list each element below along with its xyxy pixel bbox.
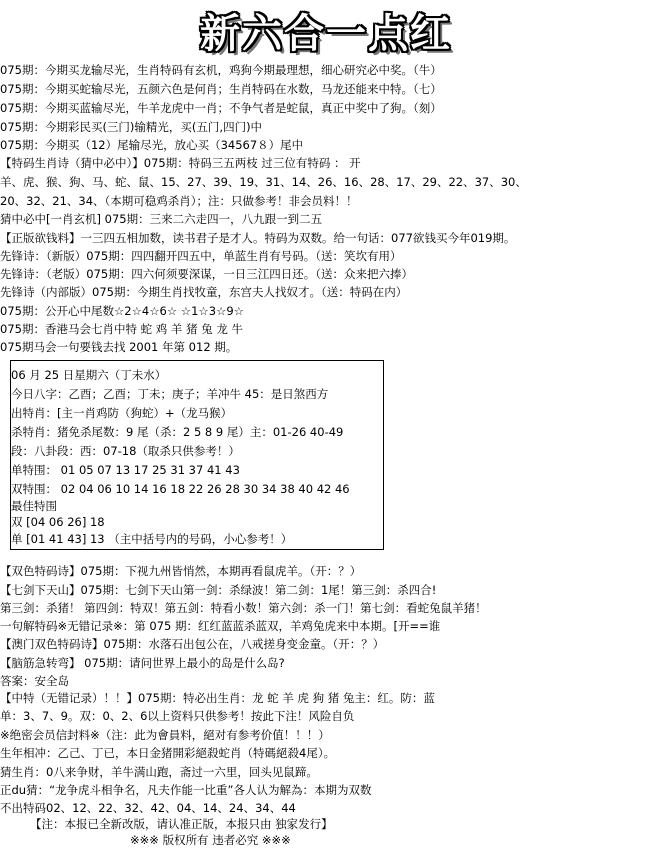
text-line: 第三剑：杀猪！ 第四剑：特双！第五剑：特看小数！第六剑：杀一门！第七剑：看蛇兔鼠羊猪！: [0, 601, 487, 615]
text-line: 羊、虎、猴、狗、马、蛇、鼠、15、27、39、19、31、14、26、16、28、17、29、22、37、30、: [0, 175, 527, 189]
text-line: 075期马会一句要钱去找 2001 年第 012 期。: [0, 340, 238, 354]
newspaper-title: [0, 2, 652, 57]
box-line: 双特围： 02 04 06 10 14 16 18 22 26 28 30 34 38 40 42 46: [11, 482, 350, 496]
text-line: 答案：安全岛: [0, 674, 69, 688]
text-line: ※绝密会员信封料※（注：此为會員料，絕对有参考价值！！！）: [0, 728, 330, 742]
title-text: 新六合一点红: [200, 10, 452, 57]
text-line: 075期：公开心中尾数☆2☆4☆6☆ ☆1☆3☆9☆: [0, 304, 244, 318]
text-line: 075期：今期买（12）尾输尽光，放心买（34567８）尾中: [0, 138, 304, 152]
text-line: 先锋诗：（老版）075期：四六何须要深谋，一日三江四日还。（送：众来把六捧）: [0, 267, 413, 281]
text-line: 正du猜：“龙争虎斗相争名，凡夫作能一比重”各人认为解為：本期为双数: [0, 783, 372, 797]
text-line: 猜生肖：0八来争财，羊牛满山跑，斋过一六里，回头见鼠蹄。: [0, 765, 318, 779]
text-line: 单：3、7、9。双：0、2、6以上资料只供参考！按此下注！风险自负: [0, 709, 355, 723]
text-line: 【正版欲钱料】一三四五相加数，读书君子是才人。特码为双数。给一句话：077欲钱买今年019期。: [0, 231, 516, 245]
box-line: 今日八字：乙酉；乙酉；丁未；庚子；羊冲牛 45：是日煞西方: [11, 387, 329, 401]
text-line: 先锋诗（内部版）075期：今期生肖找牧童，东宫夫人找奴才。（送：特码在内）: [0, 285, 408, 299]
text-line: 一句解特码※无错记录※：第 075 期：红红蓝蓝杀蓝双，羊鸡兔虎来中本期。[开==谁: [0, 619, 441, 633]
text-line: 【中特（无错记录）！！】075期：特必出生肖：龙 蛇 羊 虎 狗 猪 兔主：红。防：蓝: [0, 691, 435, 705]
box-line: 段：八卦段：西：07-18（取杀只供参考！）: [11, 444, 240, 458]
text-line: 20、32、21、34、（本期可稳鸡杀肖）；注：只做参考！非会员料！！: [0, 194, 358, 208]
daily-info-box: [10, 360, 384, 550]
box-line: 最佳特围: [11, 499, 57, 513]
text-line: 猜中必中[一肖玄机] 075期：三来二六走四一，八九跟一到二五: [0, 212, 323, 226]
box-line: 杀特肖：猪免杀尾数：9 尾（杀：2 5 8 9 尾）主：01-26 40-49: [11, 425, 344, 439]
box-line: 双 [04 06 26] 18: [11, 515, 105, 529]
text-line: 【双色特码诗】075期：下视九州皆悄然，本期再看鼠虎羊。（开：？）: [0, 564, 362, 578]
text-line: 【脑筋急转弯】 075期：请问世界上最小的岛是什么岛?: [0, 656, 285, 670]
footer-note: 【注：本报已全新改版，请认准正版，本报只由 独家发行】: [30, 817, 333, 831]
text-line: 075期：今期买蛇输尽光，五颜六色是何肖；生肖特码在水数，马龙还能来中特。（七）: [0, 82, 442, 96]
text-line: 075期：今期买蓝输尽光，牛羊龙虎中一肖；不争气者是蛇鼠，真正中奖中了狗。（刻）: [0, 101, 442, 115]
text-line: 075期：香港马会七肖中特 蛇 鸡 羊 猪 兔 龙 牛: [0, 322, 244, 336]
text-line: 先锋诗：（新版）075期：四四翻开四五中，单蓝生肖有号码。（送：笑坎有用）: [0, 249, 402, 263]
text-line: 【特码生肖诗（猜中必中）】075期：特码三五两枝 过三位有特码 ： 开: [0, 156, 361, 170]
text-line: 【七剑下天山】075期：七剑下天山第一剑：杀绿波！第二剑：1尾！第三剑：杀四合!: [0, 583, 437, 597]
text-line: 生年相冲：乙己、丁已，本日金猪開彩絕殺蛇肖（特碼絕殺4尾）。: [0, 746, 336, 760]
box-line: 出特肖：[主一肖鸡防（狗蛇）+（龙马猴）: [11, 406, 233, 420]
footer-copyright: ※※※ 版权所有 违者必究 ※※※: [130, 833, 291, 847]
box-line: 06 月 25 日星期六（丁未水）: [11, 368, 167, 382]
box-line: 单 [01 41 43] 13 （主中括号内的号码，小心参考！）: [11, 532, 293, 546]
text-line: 075期：今期买龙输尽光，生肖特码有玄机，鸡狗今期最理想，细心研究必中奖。（牛）: [0, 63, 442, 77]
text-line: 不出特码02、12、22、32、42、04、14、24、34、44: [0, 801, 296, 815]
text-line: 【澳门双色特码诗】075期：水落石出包公在，八戒搓身变金童。（开：？）: [0, 637, 385, 651]
text-line: 075期：今期彩民买(三门)输精光，买(五门,四门)中: [0, 120, 263, 134]
box-line: 单特围： 01 05 07 13 17 25 31 37 41 43: [11, 463, 240, 477]
